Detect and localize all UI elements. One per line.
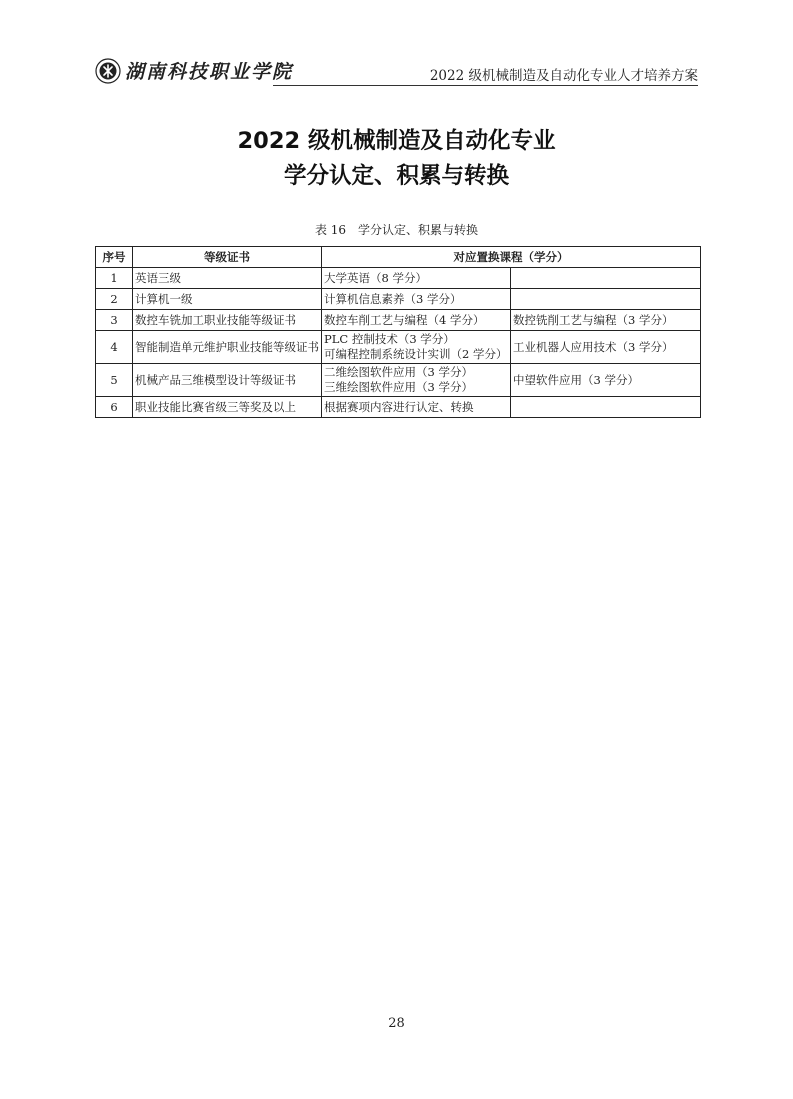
page-title-line2: 学分认定、积累与转换: [283, 163, 509, 189]
row-course1: [322, 364, 511, 397]
row-course1: [322, 310, 511, 331]
row-course2: [511, 268, 701, 289]
course-line: 中望软件应用（3 学分）: [513, 372, 639, 387]
course-line: 根据赛项内容进行认定、转换: [324, 399, 474, 414]
row-course2: [511, 289, 701, 310]
course-line: 工业机器人应用技术（3 学分）: [513, 339, 674, 354]
row-num: 2: [96, 289, 133, 310]
page-number: 28: [388, 1016, 405, 1031]
row-num: 4: [96, 331, 133, 364]
row-num: 6: [96, 397, 133, 418]
header-num: 序号: [96, 247, 133, 268]
row-cert: 数控车铣加工职业技能等级证书: [133, 310, 322, 331]
row-cert: 机械产品三维模型设计等级证书: [133, 364, 322, 397]
school-seal-icon: [95, 58, 121, 84]
row-cert: 智能制造单元维护职业技能等级证书: [133, 331, 322, 364]
row-num: 1: [96, 268, 133, 289]
row-course2: [511, 397, 701, 418]
row-cert: 计算机一级: [133, 289, 322, 310]
school-name: 湖南科技职业学院: [125, 61, 294, 83]
page-header: [95, 55, 698, 87]
course-line: 二维绘图软件应用（3 学分）: [324, 365, 473, 379]
course-line: 数控车削工艺与编程（4 学分）: [324, 312, 485, 327]
row-num: 3: [96, 310, 133, 331]
row-course1: [322, 397, 511, 418]
course-line: PLC 控制技术（3 学分）: [324, 332, 455, 346]
row-course1: [322, 268, 511, 289]
header-courses: 对应置换课程（学分）: [322, 247, 701, 268]
table-row: [96, 310, 701, 331]
row-cert: 职业技能比赛省级三等奖及以上: [133, 397, 322, 418]
header-cert: 等级证书: [133, 247, 322, 268]
row-cert: 英语三级: [133, 268, 322, 289]
course-line: 数控铣削工艺与编程（3 学分）: [513, 312, 674, 327]
course-line: 大学英语（8 学分）: [324, 270, 427, 285]
school-logo: [95, 57, 293, 84]
credit-table: [95, 246, 701, 418]
course-line: 计算机信息素养（3 学分）: [324, 291, 462, 306]
table-row: [96, 268, 701, 289]
document-title: 2022 级机械制造及自动化专业人才培养方案: [429, 68, 698, 84]
table-row: [96, 331, 701, 364]
header-rule: [273, 85, 698, 86]
row-num: 5: [96, 364, 133, 397]
table-header-row: [96, 247, 701, 268]
table-row: [96, 289, 701, 310]
row-course2: [511, 331, 701, 364]
row-course2: [511, 364, 701, 397]
course-line: 可编程控制系统设计实训（2 学分）: [324, 347, 508, 361]
course-line: 三维绘图软件应用（3 学分）: [324, 380, 473, 394]
row-course1: [322, 331, 511, 364]
page-title-line1: 2022 级机械制造及自动化专业: [237, 128, 556, 154]
table-row: [96, 364, 701, 397]
table-caption: 表 16 学分认定、积累与转换: [314, 223, 479, 237]
table-row: [96, 397, 701, 418]
row-course1: [322, 289, 511, 310]
row-course2: [511, 310, 701, 331]
